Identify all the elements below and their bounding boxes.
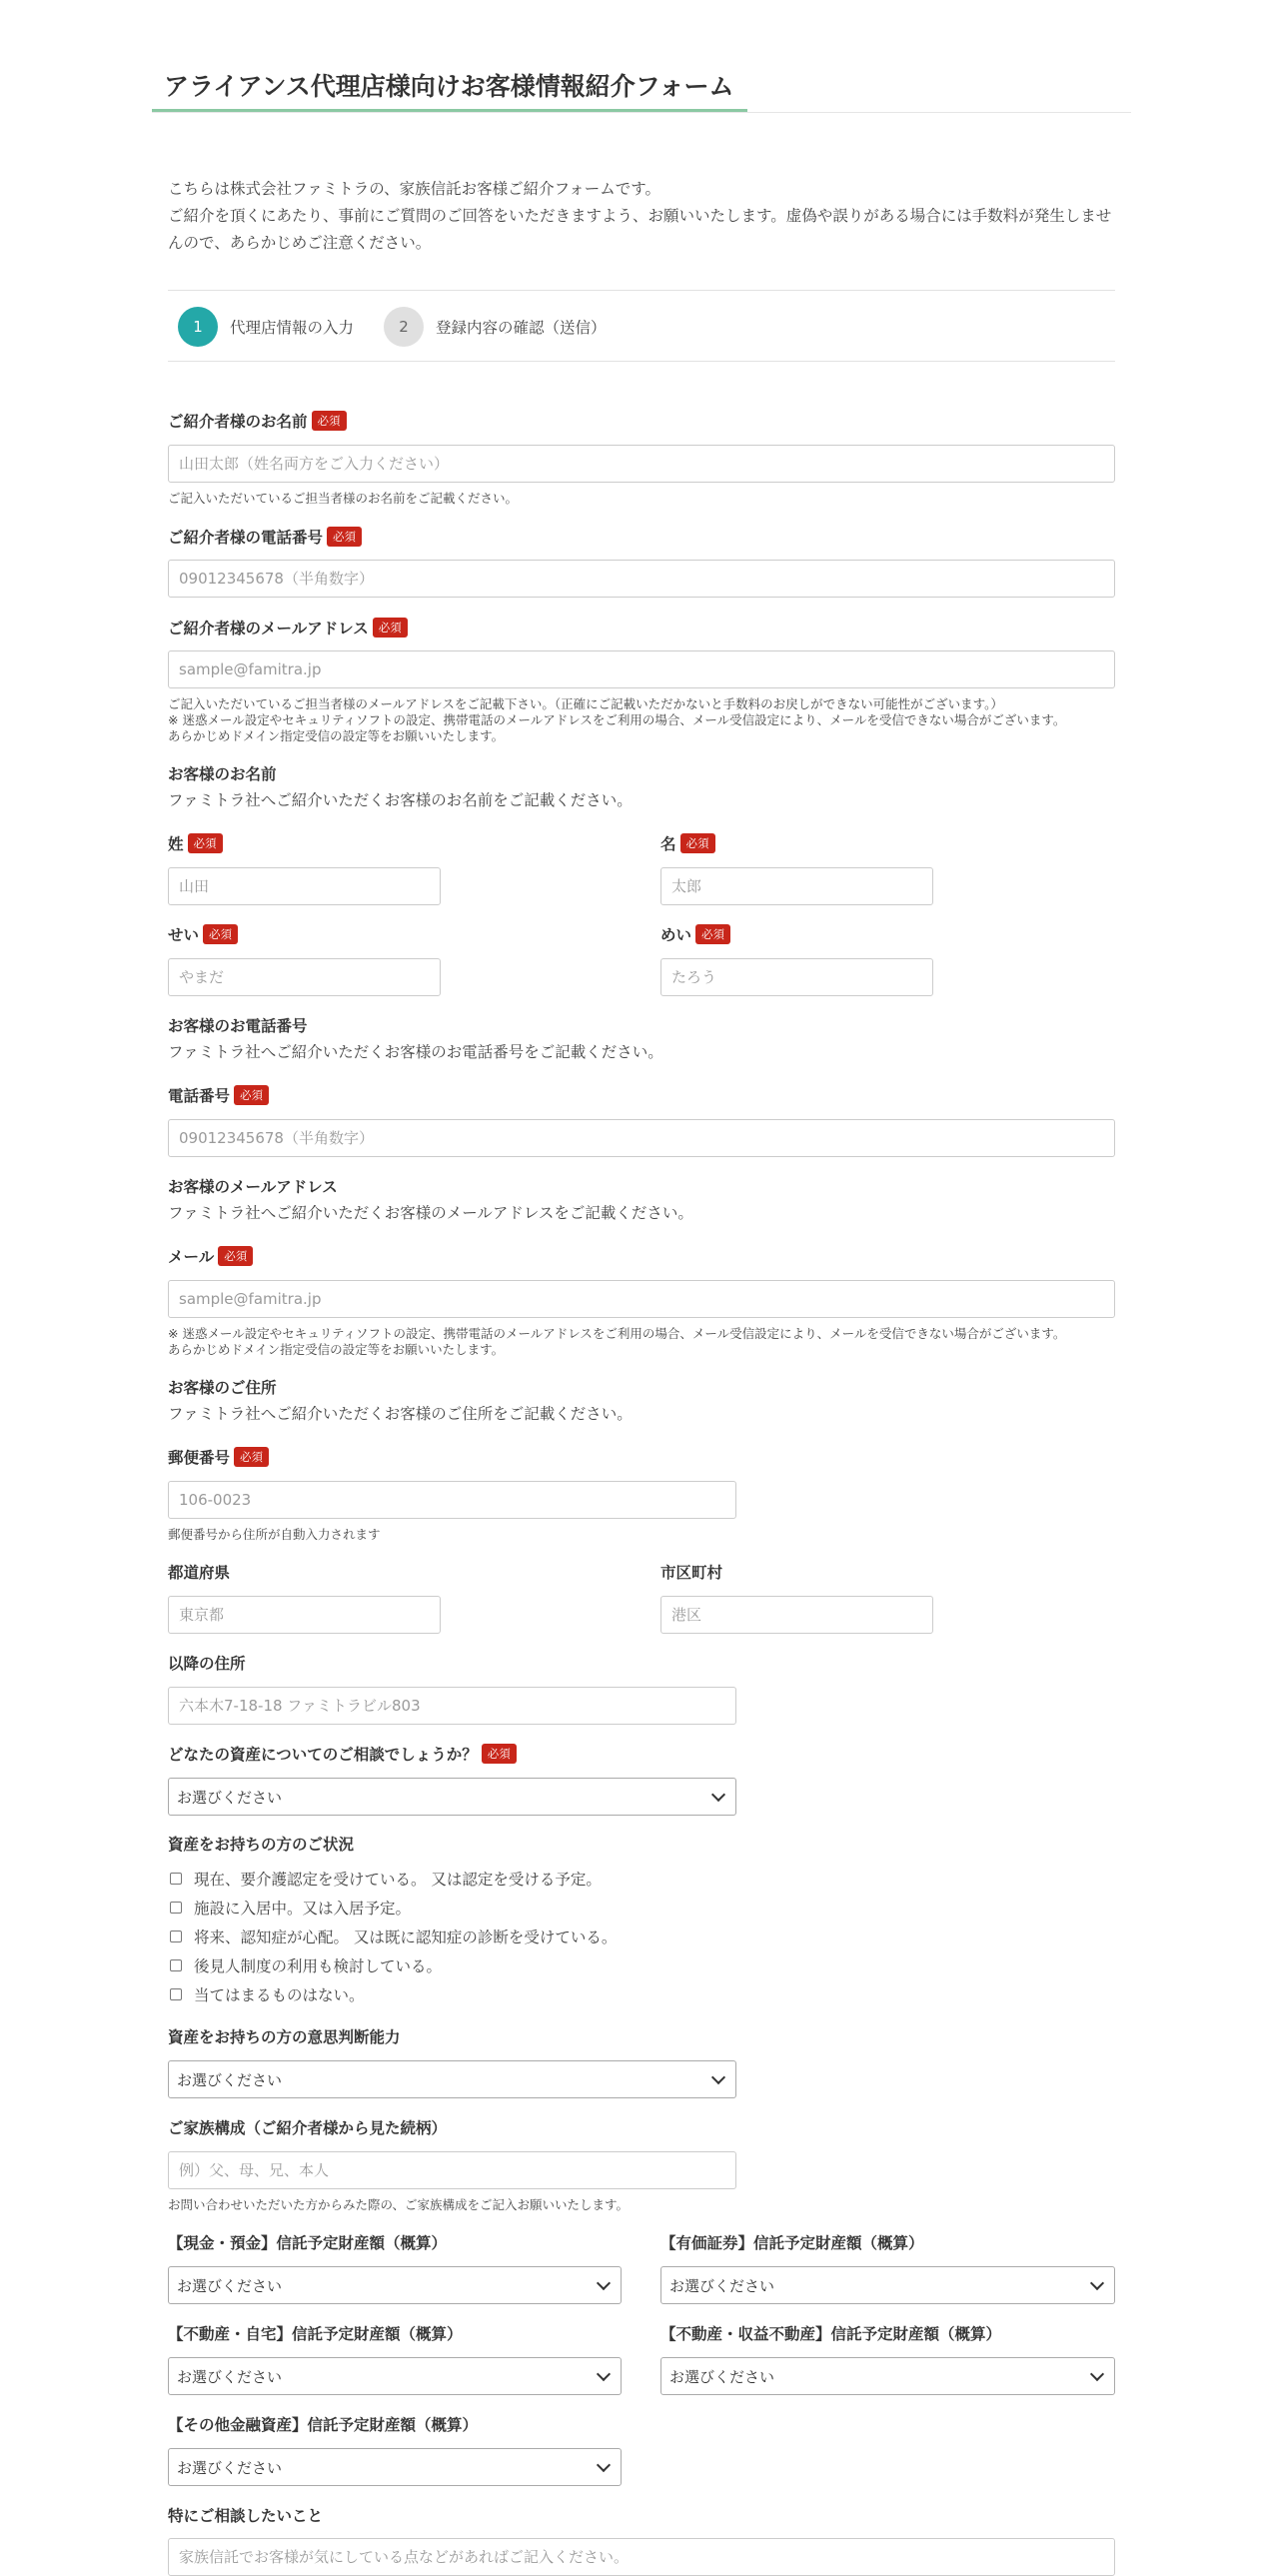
customer-email-input[interactable]	[168, 1280, 1115, 1318]
customer-address-desc: ファミトラ社へご紹介いただくお客様のご住所をご記載ください。	[168, 1405, 633, 1423]
required-badge: 必須	[373, 618, 408, 638]
chevron-down-icon	[711, 1787, 725, 1801]
step-1-number: 1	[178, 307, 218, 347]
sei-kana-label-text: せい	[168, 926, 200, 944]
family-help: お問い合わせいただいた方からみた際の、ご家族構成をご記入お願いいたします。	[168, 2197, 630, 2212]
mei-label	[660, 832, 715, 856]
introducer-email-help-2: ※ 迷惑メール設定やセキュリティソフトの設定、携帯電話のメールアドレスをご利用の場合、メール受信設定により、メールを受信できない場合がございます。	[168, 712, 1066, 727]
mei-kana-label-text: めい	[660, 926, 692, 944]
asset-other-label: 【その他金融資産】信託予定財産額（概算）	[168, 2416, 479, 2434]
title-underline	[152, 109, 747, 112]
asset-other-select[interactable]	[168, 2448, 622, 2486]
owner-status-option-4-text: 後見人制度の利用も検討している。	[194, 1957, 443, 1975]
step-2-number: 2	[384, 307, 424, 347]
asset-owner-select-value: お選びください	[177, 1788, 283, 1807]
prefecture-input[interactable]	[168, 1596, 441, 1634]
owner-status-label: 資産をお持ちの方のご状況	[168, 1836, 355, 1854]
intro-line-2: ご紹介を頂くにあたり、事前にご質問のご回答をいただきますよう、お願いいたします。虚偽や誤りがある場合には手数料が発生しませんので、あらかじめご注意ください。	[168, 207, 1112, 252]
postal-code-label	[168, 1446, 269, 1470]
introducer-phone-label-text: ご紹介者様の電話番号	[168, 529, 324, 547]
address-rest-label: 以降の住所	[168, 1655, 246, 1673]
prefecture-label: 都道府県	[168, 1564, 231, 1582]
progress-steps	[168, 290, 1115, 362]
owner-status-option-4[interactable]	[170, 1954, 442, 1976]
checkbox[interactable]	[170, 1988, 182, 2000]
postal-code-label-text: 郵便番号	[168, 1449, 231, 1467]
required-badge: 必須	[680, 833, 715, 853]
owner-status-option-5[interactable]	[170, 1983, 365, 2005]
required-badge: 必須	[188, 833, 223, 853]
customer-phone-desc: ファミトラ社へご紹介いただくお客様のお電話番号をご記載ください。	[168, 1043, 663, 1061]
owner-judgment-select-value: お選びください	[177, 2070, 283, 2089]
owner-status-option-1-text: 現在、要介護認定を受けている。 又は認定を受ける予定。	[194, 1871, 602, 1889]
asset-home-select-value: お選びください	[177, 2367, 283, 2386]
required-badge: 必須	[312, 411, 347, 431]
asset-home-label: 【不動産・自宅】信託予定財産額（概算）	[168, 2325, 463, 2343]
step-1	[178, 307, 354, 347]
consult-input[interactable]	[168, 2538, 1115, 2576]
introducer-phone-input[interactable]	[168, 560, 1115, 598]
asset-income-label: 【不動産・収益不動産】信託予定財産額（概算）	[660, 2325, 1002, 2343]
asset-owner-select[interactable]	[168, 1778, 736, 1816]
customer-email-heading: お客様のメールアドレス	[168, 1178, 338, 1196]
customer-phone-label	[168, 1084, 269, 1108]
mei-label-text: 名	[660, 835, 676, 853]
sei-label	[168, 832, 223, 856]
chevron-down-icon	[597, 2275, 611, 2289]
asset-cash-select[interactable]	[168, 2266, 622, 2304]
asset-income-select-value: お選びください	[669, 2367, 775, 2386]
asset-securities-select[interactable]	[660, 2266, 1115, 2304]
page-header	[152, 66, 1131, 113]
step-2-label: 登録内容の確認（送信）	[436, 319, 607, 337]
customer-email-label-text: メール	[168, 1248, 215, 1266]
customer-name-desc: ファミトラ社へご紹介いただくお客様のお名前をご記載ください。	[168, 791, 633, 809]
intro-line-1: こちらは株式会社ファミトラの、家族信託お客様ご紹介フォームです。	[168, 180, 661, 198]
asset-income-select[interactable]	[660, 2357, 1115, 2395]
introducer-email-help-3: あらかじめドメイン指定受信の設定等をお願いいたします。	[168, 728, 505, 743]
chevron-down-icon	[1090, 2366, 1104, 2380]
owner-status-option-1[interactable]	[170, 1868, 602, 1890]
postal-code-help: 郵便番号から住所が自動入力されます	[168, 1527, 381, 1542]
owner-status-option-2-text: 施設に入居中。又は入居予定。	[194, 1900, 412, 1918]
family-label: ご家族構成（ご紹介者様から見た続柄）	[168, 2119, 448, 2137]
asset-home-select[interactable]	[168, 2357, 622, 2395]
asset-securities-label: 【有価証券】信託予定財産額（概算）	[660, 2234, 924, 2252]
owner-status-option-2[interactable]	[170, 1897, 411, 1919]
customer-email-help-1: ※ 迷惑メール設定やセキュリティソフトの設定、携帯電話のメールアドレスをご利用の場合、メール受信設定により、メールを受信できない場合がございます。	[168, 1326, 1066, 1341]
chevron-down-icon	[597, 2457, 611, 2471]
introducer-email-input[interactable]	[168, 650, 1115, 688]
address-rest-input[interactable]	[168, 1687, 736, 1725]
intro-text	[168, 176, 1117, 257]
mei-kana-label	[660, 923, 730, 947]
mei-kana-input[interactable]	[660, 958, 933, 996]
required-badge: 必須	[482, 1744, 517, 1764]
customer-email-help-2: あらかじめドメイン指定受信の設定等をお願いいたします。	[168, 1342, 505, 1357]
page-title: アライアンス代理店様向けお客様情報紹介フォーム	[164, 72, 734, 101]
checkbox[interactable]	[170, 1931, 182, 1942]
chevron-down-icon	[597, 2366, 611, 2380]
asset-owner-label-text: どなたの資産についてのご相談でしょうか？	[168, 1746, 478, 1764]
sei-input[interactable]	[168, 867, 441, 905]
owner-status-option-3-text: 将来、認知症が心配。 又は既に認知症の診断を受けている。	[194, 1929, 618, 1946]
postal-code-input[interactable]	[168, 1481, 736, 1519]
required-badge: 必須	[218, 1246, 253, 1266]
introducer-email-label	[168, 617, 408, 641]
mei-input[interactable]	[660, 867, 933, 905]
step-2	[384, 307, 607, 347]
family-input[interactable]	[168, 2151, 736, 2189]
checkbox[interactable]	[170, 1902, 182, 1914]
asset-cash-label: 【現金・預金】信託予定財産額（概算）	[168, 2234, 448, 2252]
introducer-phone-label	[168, 526, 362, 550]
sei-kana-input[interactable]	[168, 958, 441, 996]
city-label: 市区町村	[660, 1564, 723, 1582]
customer-address-heading: お客様のご住所	[168, 1379, 277, 1397]
owner-judgment-select[interactable]	[168, 2060, 736, 2098]
customer-name-heading: お客様のお名前	[168, 765, 277, 783]
introducer-email-help-1: ご記入いただいているご担当者様のメールアドレスをご記載下さい。（正確にご記載いただかないと手数料のお戻しができない可能性がございます。）	[168, 696, 1003, 711]
customer-email-desc: ファミトラ社へご紹介いただくお客様のメールアドレスをご記載ください。	[168, 1204, 693, 1222]
customer-email-label	[168, 1245, 253, 1269]
owner-status-option-3[interactable]	[170, 1926, 617, 1947]
sei-label-text: 姓	[168, 835, 184, 853]
introducer-name-help: ご記入いただいているご担当者様のお名前をご記載ください。	[168, 491, 519, 506]
step-1-label: 代理店情報の入力	[230, 319, 355, 337]
asset-owner-label	[168, 1743, 517, 1767]
chevron-down-icon	[1090, 2275, 1104, 2289]
owner-status-option-5-text: 当てはまるものはない。	[194, 1986, 365, 2004]
required-badge: 必須	[695, 924, 730, 944]
customer-phone-heading: お客様のお電話番号	[168, 1017, 308, 1035]
checkbox[interactable]	[170, 1959, 182, 1971]
sei-kana-label	[168, 923, 238, 947]
required-badge: 必須	[203, 924, 238, 944]
city-input[interactable]	[660, 1596, 933, 1634]
asset-securities-select-value: お選びください	[669, 2276, 775, 2295]
introducer-email-label-text: ご紹介者様のメールアドレス	[168, 620, 369, 638]
owner-judgment-label: 資産をお持ちの方の意思判断能力	[168, 2028, 401, 2046]
required-badge: 必須	[234, 1447, 269, 1467]
introducer-name-label-text: ご紹介者様のお名前	[168, 413, 308, 431]
asset-cash-select-value: お選びください	[177, 2276, 283, 2295]
asset-other-select-value: お選びください	[177, 2458, 283, 2477]
consult-label: 特にご相談したいこと	[168, 2507, 324, 2525]
introducer-name-input[interactable]	[168, 445, 1115, 483]
checkbox[interactable]	[170, 1873, 182, 1885]
chevron-down-icon	[711, 2069, 725, 2083]
required-badge: 必須	[327, 527, 362, 547]
introducer-name-label	[168, 410, 347, 434]
customer-phone-input[interactable]	[168, 1119, 1115, 1157]
required-badge: 必須	[234, 1085, 269, 1105]
customer-phone-label-text: 電話番号	[168, 1087, 231, 1105]
